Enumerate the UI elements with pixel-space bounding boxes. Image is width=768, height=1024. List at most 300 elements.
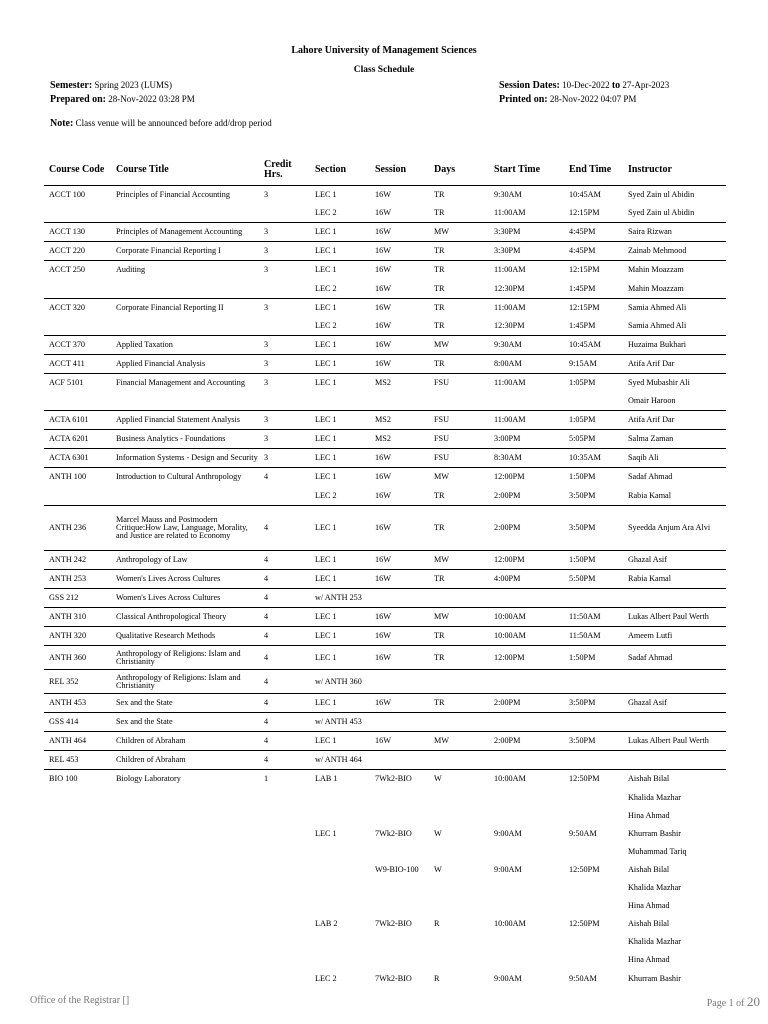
table-row — [44, 879, 726, 897]
table-row — [44, 933, 726, 951]
footer-page-number — [707, 994, 760, 1010]
course-title-cell: Children of Abraham — [111, 732, 259, 751]
credit-hrs-cell: 4 — [259, 694, 310, 713]
instructor-cell: Muhammad Tariq — [628, 846, 687, 856]
credit-hrs-cell: 4 — [259, 751, 310, 770]
table-row — [44, 317, 726, 336]
column-header: End Time — [564, 155, 623, 186]
session-cell: 16W — [370, 298, 429, 317]
end-time-cell: 4:45PM — [564, 223, 623, 242]
credit-hrs-cell — [259, 879, 310, 897]
credit-hrs-cell — [259, 392, 310, 411]
start-time-cell: 11:00AM — [494, 208, 526, 218]
section-cell — [310, 951, 370, 969]
table-row — [44, 588, 726, 607]
instructor-cell: Saqib Ali — [623, 449, 726, 468]
document-subtitle: Class Schedule — [353, 65, 415, 75]
table-row — [44, 807, 726, 825]
session-cell: 16W — [370, 569, 429, 588]
session-cell — [370, 588, 429, 607]
university-title: Lahore University of Management Sciences — [291, 45, 477, 56]
days-cell: MW — [429, 335, 489, 354]
start-time-cell: 12:00PM — [489, 468, 564, 487]
table-row — [44, 770, 726, 789]
course-code-cell — [44, 807, 111, 825]
session-cell: 16W — [370, 505, 429, 550]
section-cell: LEC 1 — [310, 468, 370, 487]
instructor-cell: Sadaf Ahmad — [623, 646, 726, 670]
course-code-cell: ACCT 370 — [44, 335, 111, 354]
section-cell — [310, 789, 370, 807]
table-row — [44, 751, 726, 770]
session-cell: 16W — [370, 694, 429, 713]
course-code-cell: ANTH 236 — [44, 505, 111, 550]
instructor-cell: Khurram Bashir — [628, 973, 681, 983]
start-time-cell: 2:00PM — [489, 694, 564, 713]
course-code-cell: ACCT 411 — [44, 354, 111, 373]
start-time-cell: 9:00AM — [494, 864, 522, 874]
course-title-cell: Women's Lives Across Cultures — [111, 569, 259, 588]
table-row — [44, 411, 726, 430]
credit-hrs-cell: 4 — [259, 607, 310, 626]
start-time-cell: 10:00AM — [489, 770, 564, 789]
course-code-cell: BIO 100 — [44, 770, 111, 789]
session-cell: 16W — [370, 449, 429, 468]
course-title-cell — [111, 879, 259, 897]
table-row — [44, 843, 726, 861]
course-title-cell — [111, 843, 259, 861]
credit-hrs-cell: 3 — [259, 261, 310, 280]
table-row — [44, 732, 726, 751]
column-header: Credit Hrs. — [259, 155, 310, 186]
instructor-cell: Rabia Kamal — [628, 490, 671, 500]
instructor-cell: Aishah Bilal — [628, 919, 670, 929]
instructor-cell: Syed Mubashir Ali — [623, 373, 726, 392]
course-code-cell: ACCT 100 — [49, 190, 86, 200]
course-title-cell — [111, 487, 259, 506]
section-cell: LEC 1 — [315, 190, 337, 200]
days-cell — [429, 670, 489, 694]
section-cell: LEC 2 — [315, 283, 337, 293]
course-title-cell — [111, 204, 259, 223]
start-time-cell — [489, 843, 564, 861]
section-cell: LEC 1 — [310, 449, 370, 468]
end-time-cell: 1:45PM — [569, 320, 596, 330]
section-cell: LEC 1 — [310, 411, 370, 430]
session-cell: 16W — [370, 550, 429, 569]
table-row — [44, 449, 726, 468]
start-time-cell: 12:30PM — [494, 283, 525, 293]
end-time-cell: 10:45AM — [569, 190, 601, 200]
column-header: Course Title — [111, 155, 259, 186]
end-time-cell: 3:50PM — [569, 490, 596, 500]
column-header: Instructor — [623, 155, 726, 186]
instructor-cell: Atifa Arif Dar — [623, 354, 726, 373]
days-cell: TR — [429, 354, 489, 373]
table-row — [44, 825, 726, 843]
credit-hrs-cell: 3 — [259, 223, 310, 242]
course-code-cell: ACCT 250 — [44, 261, 111, 280]
session-cell: 16W — [370, 607, 429, 626]
days-cell: TR — [434, 320, 445, 330]
session-cell: 7Wk2-BIO — [370, 770, 429, 789]
days-cell: FSU — [429, 430, 489, 449]
section-cell — [310, 897, 370, 915]
instructor-cell — [623, 751, 726, 770]
session-dates-line — [499, 80, 669, 91]
course-title-cell: Children of Abraham — [111, 751, 259, 770]
start-time-cell — [489, 897, 564, 915]
days-cell: TR — [429, 694, 489, 713]
start-time-cell: 10:00AM — [489, 626, 564, 645]
table-row — [44, 969, 726, 987]
table-row — [44, 204, 726, 223]
credit-hrs-cell: 3 — [259, 373, 310, 392]
end-time-cell: 1:50PM — [564, 550, 623, 569]
course-code-cell — [44, 861, 111, 879]
instructor-cell: Ghazal Asif — [623, 694, 726, 713]
course-code-cell — [44, 487, 111, 506]
end-time-cell: 3:50PM — [564, 694, 623, 713]
credit-hrs-cell: 1 — [259, 770, 310, 789]
course-code-cell — [44, 204, 111, 223]
course-code-cell — [44, 933, 111, 951]
session-cell — [370, 713, 429, 732]
table-row — [44, 223, 726, 242]
section-cell: LEC 1 — [310, 242, 370, 261]
session-cell: 7Wk2-BIO — [375, 973, 412, 983]
section-cell: LAB 1 — [310, 770, 370, 789]
credit-hrs-cell: 4 — [259, 468, 310, 487]
course-title-cell: Applied Taxation — [111, 335, 259, 354]
credit-hrs-cell: 4 — [259, 713, 310, 732]
days-cell: TR — [429, 242, 489, 261]
end-time-cell: 5:50PM — [564, 569, 623, 588]
section-cell — [310, 879, 370, 897]
end-time-cell: 9:15AM — [564, 354, 623, 373]
course-title-cell: Classical Anthropological Theory — [111, 607, 259, 626]
table-row — [44, 298, 726, 317]
section-cell: w/ ANTH 464 — [310, 751, 370, 770]
course-code-cell: ANTH 242 — [44, 550, 111, 569]
session-cell: 16W — [370, 261, 429, 280]
section-cell: LEC 1 — [310, 373, 370, 392]
days-cell: TR — [434, 208, 445, 218]
instructor-cell: Omair Haroon — [628, 396, 676, 406]
instructor-cell: Samia Ahmed Ali — [623, 298, 726, 317]
instructor-cell: Hina Ahmad — [628, 901, 670, 911]
start-time-cell — [489, 751, 564, 770]
session-cell — [370, 843, 429, 861]
credit-hrs-cell: 4 — [259, 569, 310, 588]
course-title-cell — [111, 861, 259, 879]
prepared-value: 28-Nov-2022 03:28 PM — [108, 94, 195, 104]
section-cell: LEC 1 — [310, 569, 370, 588]
course-code-cell: REL 453 — [44, 751, 111, 770]
end-time-cell: 1:50PM — [564, 646, 623, 670]
credit-hrs-cell — [259, 317, 310, 336]
course-title-cell — [111, 933, 259, 951]
start-time-cell: 3:30PM — [489, 223, 564, 242]
start-time-cell: 8:30AM — [489, 449, 564, 468]
course-title-cell: Business Analytics - Foundations — [111, 430, 259, 449]
instructor-cell: Khurram Bashir — [628, 828, 681, 838]
days-cell: TR — [429, 298, 489, 317]
end-time-cell: 12:50PM — [564, 770, 623, 789]
course-code-cell — [44, 279, 111, 298]
credit-hrs-cell — [259, 807, 310, 825]
start-time-cell: 10:00AM — [489, 607, 564, 626]
table-row — [44, 335, 726, 354]
column-header: Session — [370, 155, 429, 186]
days-cell: TR — [429, 505, 489, 550]
session-to: to — [611, 80, 621, 91]
end-time-cell — [564, 843, 623, 861]
course-title-cell — [111, 789, 259, 807]
days-cell: TR — [434, 490, 445, 500]
section-cell: LEC 1 — [310, 550, 370, 569]
days-cell — [429, 807, 489, 825]
start-time-cell — [489, 588, 564, 607]
course-code-cell — [44, 915, 111, 933]
start-time-cell — [489, 807, 564, 825]
course-title-cell: Applied Financial Statement Analysis — [111, 411, 259, 430]
table-row — [44, 279, 726, 298]
course-code-cell — [44, 789, 111, 807]
semester-value: Spring 2023 (LUMS) — [94, 80, 172, 90]
table-row — [44, 261, 726, 280]
printed-value: 28-Nov-2022 04:07 PM — [549, 94, 637, 104]
section-cell: LEC 1 — [310, 626, 370, 645]
session-cell: 16W — [375, 490, 391, 500]
course-title-cell: Anthropology of Law — [111, 550, 259, 569]
start-time-cell: 2:00PM — [489, 732, 564, 751]
credit-hrs-cell — [259, 825, 310, 843]
start-time-cell: 12:30PM — [494, 320, 525, 330]
table-row — [44, 915, 726, 933]
days-cell: W — [434, 864, 442, 874]
credit-hrs-cell — [259, 897, 310, 915]
end-time-cell: 12:15PM — [564, 261, 623, 280]
credit-hrs-cell — [259, 915, 310, 933]
instructor-cell: Sadaf Ahmad — [623, 468, 726, 487]
credit-hrs-cell: 3 — [264, 190, 269, 200]
start-time-cell: 8:00AM — [489, 354, 564, 373]
days-cell: W — [429, 770, 489, 789]
instructor-cell: Hina Ahmad — [628, 810, 670, 820]
end-time-cell — [564, 670, 623, 694]
course-code-cell: ACF 5101 — [44, 373, 111, 392]
instructor-cell: Aishah Bilal — [623, 770, 726, 789]
end-time-cell — [564, 588, 623, 607]
credit-hrs-cell — [259, 861, 310, 879]
prepared-line — [50, 94, 195, 105]
section-cell: LEC 1 — [310, 335, 370, 354]
days-cell: FSU — [429, 449, 489, 468]
days-cell — [429, 843, 489, 861]
instructor-cell — [623, 588, 726, 607]
session-cell — [370, 933, 429, 951]
session-cell: 16W — [375, 190, 391, 200]
prepared-label: Prepared on: — [50, 94, 107, 105]
days-cell: FSU — [429, 373, 489, 392]
table-row — [44, 550, 726, 569]
course-code-cell: GSS 212 — [44, 588, 111, 607]
instructor-cell: Ameem Lutfi — [623, 626, 726, 645]
start-time-cell: 2:00PM — [494, 490, 521, 500]
course-code-cell: GSS 414 — [44, 713, 111, 732]
instructor-cell — [623, 670, 726, 694]
note-label: Note: — [50, 118, 74, 129]
start-time-cell: 3:30PM — [489, 242, 564, 261]
course-code-cell: ANTH 320 — [44, 626, 111, 645]
days-cell — [429, 933, 489, 951]
start-time-cell: 3:00PM — [489, 430, 564, 449]
course-title-cell: Introduction to Cultural Anthropology — [111, 468, 259, 487]
session-cell: 7Wk2-BIO — [375, 828, 412, 838]
start-time-cell: 11:00AM — [489, 298, 564, 317]
instructor-cell: Lukas Albert Paul Werth — [623, 607, 726, 626]
days-cell: MW — [429, 223, 489, 242]
end-time-cell: 12:15PM — [569, 208, 600, 218]
course-code-cell — [44, 969, 111, 987]
days-cell — [429, 713, 489, 732]
end-time-cell: 10:35AM — [564, 449, 623, 468]
section-cell: LEC 1 — [310, 430, 370, 449]
session-cell: 16W — [370, 335, 429, 354]
page-prefix: Page 1 of — [706, 998, 745, 1009]
credit-hrs-cell: 3 — [259, 430, 310, 449]
table-row — [44, 505, 726, 550]
course-code-cell: ACTA 6201 — [44, 430, 111, 449]
days-cell: TR — [434, 190, 445, 200]
section-cell: LEC 1 — [310, 694, 370, 713]
course-title-cell: Anthropology of Religions: Islam and Christianity — [111, 646, 259, 670]
days-cell: W — [434, 828, 442, 838]
course-title-cell: Women's Lives Across Cultures — [111, 588, 259, 607]
instructor-cell: Salma Zaman — [623, 430, 726, 449]
credit-hrs-cell — [259, 204, 310, 223]
course-title-cell — [111, 317, 259, 336]
table-row — [44, 373, 726, 392]
class-schedule-table — [44, 155, 726, 988]
start-time-cell: 12:00PM — [489, 550, 564, 569]
footer-office: Office of the Registrar [] — [30, 995, 130, 1006]
session-cell — [370, 670, 429, 694]
course-title-cell — [111, 279, 259, 298]
course-code-cell: REL 352 — [44, 670, 111, 694]
credit-hrs-cell — [259, 933, 310, 951]
session-end: 27-Apr-2023 — [622, 80, 670, 90]
instructor-cell: Rabia Kamal — [623, 569, 726, 588]
table-row — [44, 789, 726, 807]
days-cell: MW — [429, 550, 489, 569]
course-title-cell — [111, 915, 259, 933]
instructor-cell: Khalida Mazhar — [628, 937, 681, 947]
credit-hrs-cell: 3 — [259, 298, 310, 317]
credit-hrs-cell: 3 — [259, 411, 310, 430]
course-code-cell — [44, 879, 111, 897]
credit-hrs-cell — [259, 487, 310, 506]
credit-hrs-cell: 4 — [259, 670, 310, 694]
section-cell — [310, 807, 370, 825]
end-time-cell: 4:45PM — [564, 242, 623, 261]
end-time-cell: 11:50AM — [564, 607, 623, 626]
note-value: Class venue will be announced before add/drop period — [75, 118, 272, 128]
days-cell — [429, 588, 489, 607]
session-cell: MS2 — [370, 430, 429, 449]
section-cell: LEC 2 — [315, 973, 337, 983]
section-cell — [310, 933, 370, 951]
section-cell: LEC 2 — [315, 208, 337, 218]
session-cell: 16W — [370, 646, 429, 670]
end-time-cell: 11:50AM — [564, 626, 623, 645]
end-time-cell: 12:50PM — [569, 864, 600, 874]
credit-hrs-cell — [259, 951, 310, 969]
session-cell: 16W — [375, 320, 391, 330]
end-time-cell — [564, 807, 623, 825]
session-cell: 16W — [370, 732, 429, 751]
table-row — [44, 569, 726, 588]
table-row — [44, 713, 726, 732]
course-title-cell: Qualitative Research Methods — [111, 626, 259, 645]
end-time-cell: 10:45AM — [564, 335, 623, 354]
course-title-cell: Corporate Financial Reporting I — [111, 242, 259, 261]
printed-line — [499, 94, 636, 105]
days-cell: TR — [429, 569, 489, 588]
course-code-cell: ACCT 320 — [44, 298, 111, 317]
days-cell: TR — [429, 261, 489, 280]
instructor-cell: Syed Zain ul Abidin — [628, 208, 695, 218]
start-time-cell — [489, 392, 564, 411]
course-title-cell: Principles of Financial Accounting — [116, 190, 230, 200]
start-time-cell — [489, 789, 564, 807]
table-row — [44, 242, 726, 261]
end-time-cell — [564, 789, 623, 807]
end-time-cell — [564, 392, 623, 411]
start-time-cell: 12:00PM — [489, 646, 564, 670]
table-row — [44, 626, 726, 645]
end-time-cell: 9:50AM — [569, 973, 597, 983]
session-cell — [370, 951, 429, 969]
end-time-cell: 3:50PM — [564, 732, 623, 751]
session-cell: 16W — [370, 242, 429, 261]
course-code-cell: ANTH 360 — [44, 646, 111, 670]
days-cell: TR — [434, 283, 445, 293]
session-cell: W9-BIO-100 — [375, 864, 419, 874]
course-code-cell: ANTH 100 — [44, 468, 111, 487]
instructor-cell: Hina Ahmad — [628, 955, 670, 965]
start-time-cell: 11:00AM — [489, 411, 564, 430]
days-cell — [429, 392, 489, 411]
credit-hrs-cell: 4 — [259, 646, 310, 670]
section-cell: LEC 1 — [310, 298, 370, 317]
credit-hrs-cell: 4 — [259, 732, 310, 751]
section-cell: LAB 2 — [315, 919, 338, 929]
semester-line — [50, 80, 172, 91]
course-title-cell: Biology Laboratory — [111, 770, 259, 789]
end-time-cell — [564, 879, 623, 897]
column-header: Course Code — [44, 155, 111, 186]
section-cell — [310, 861, 370, 879]
end-time-cell: 1:50PM — [564, 468, 623, 487]
instructor-cell: Saira Rizwan — [623, 223, 726, 242]
days-cell: MW — [429, 732, 489, 751]
section-cell: w/ ANTH 453 — [310, 713, 370, 732]
course-code-cell — [44, 317, 111, 336]
note-line — [50, 118, 272, 129]
credit-hrs-cell — [259, 969, 310, 987]
